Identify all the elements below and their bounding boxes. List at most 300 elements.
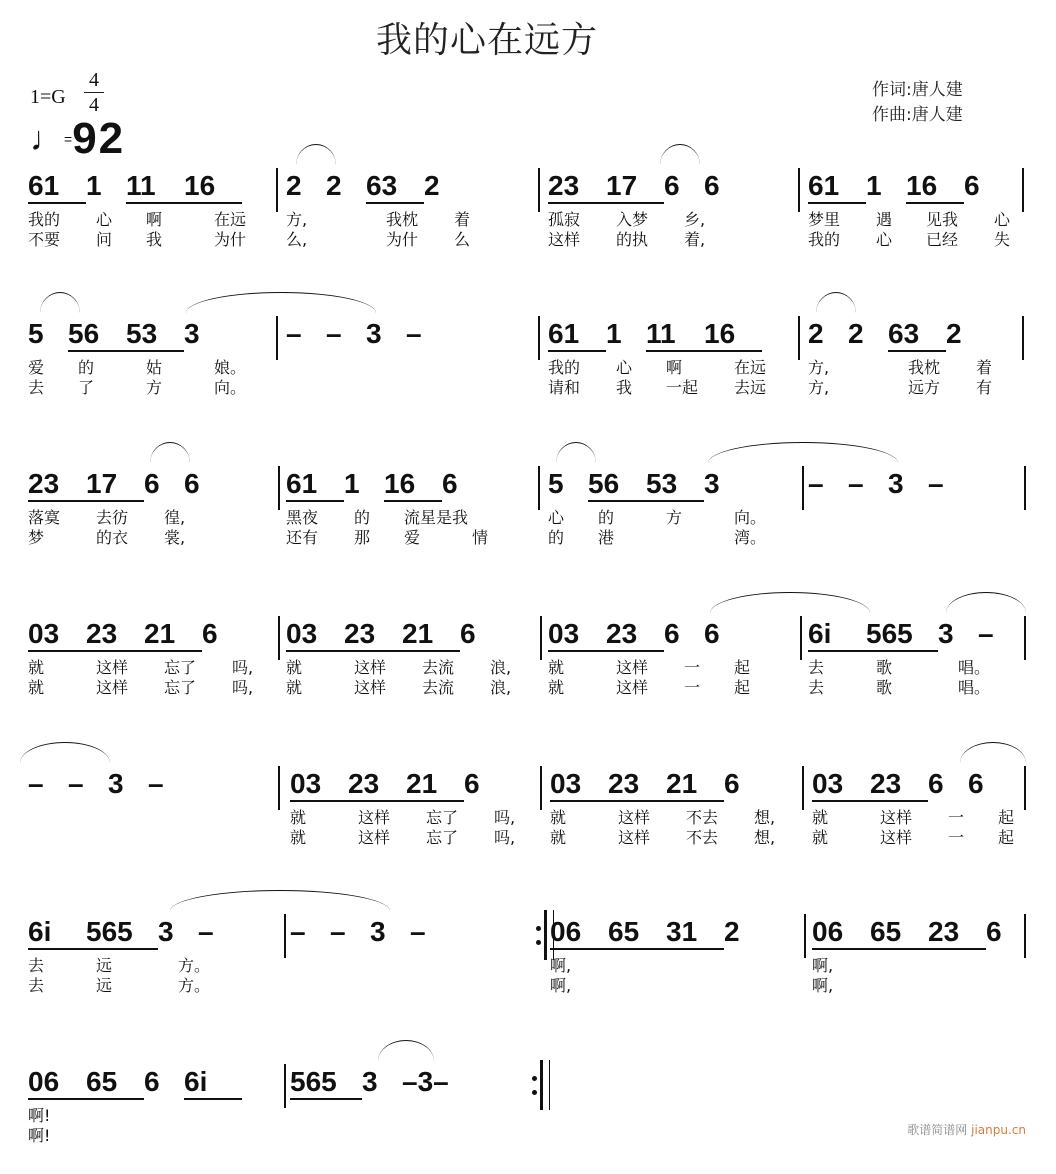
jianpu-note: 63 [366,168,424,204]
lyric-text: 遇 [876,210,893,229]
jianpu-note: 61 [28,168,86,204]
jianpu-note: – [286,318,302,349]
jianpu-note: 5 [28,318,44,349]
lyric-text: 这样 [616,658,649,677]
jianpu-note: 16 [704,316,762,352]
lyric-text: 啊 [666,358,683,377]
jianpu-note: 2 [424,170,440,201]
lyric-text: 孤寂 [548,210,581,229]
jianpu-note: 6 [928,768,944,799]
note-group [286,466,482,502]
barline [538,316,540,360]
lyric-text: 黑夜 [286,508,319,527]
song-title: 我的心在远方 [376,20,599,61]
jianpu-note: 6 [724,768,740,799]
barline [1022,168,1024,212]
lyric-text: 就 [290,808,307,827]
lyric-text: 就 [286,678,303,697]
jianpu-note: 1 [344,468,360,499]
jianpu-note: 11 [646,316,704,352]
lyric-text: 徨, [164,508,186,527]
lyric-text: 浪, [490,658,512,677]
lyric-text: 我 [146,230,163,249]
composer: 作曲:唐人建 [872,105,963,125]
jianpu-note: 6 [202,618,218,649]
jianpu-note: – [410,916,426,947]
lyric-text: 向。 [734,508,767,527]
lyric-text: 一 [684,678,701,697]
lyric-text: 么 [454,230,471,249]
lyric-text: 不去 [686,828,719,847]
lyric-text: 就 [812,808,829,827]
lyric-text: 方。 [178,976,211,995]
slur-arc [186,292,376,313]
jianpu-note: 6 [664,170,680,201]
lyric-text: 这样 [618,808,651,827]
lyric-text: 起 [998,828,1015,847]
jianpu-note: – [290,916,306,947]
jianpu-note: 31 [666,914,724,950]
jianpu-note: 21 [406,766,464,802]
barline [802,466,804,510]
lyric-text: 问 [96,230,113,249]
lyric-text: 啊! [28,1106,51,1125]
barline [798,168,800,212]
lyric-text: 想, [754,828,776,847]
score-line [0,756,1056,876]
jianpu-note: 56 [588,466,646,502]
lyric-text: 失 [994,230,1011,249]
jianpu-note: – [978,618,994,649]
lyric-text: 向。 [214,378,247,397]
credits [872,78,963,128]
lyric-text: 这样 [358,828,391,847]
lyric-text: 就 [550,828,567,847]
note-group [550,914,764,950]
lyric-text: 么, [286,230,308,249]
watermark-url: jianpu.cn [971,1123,1026,1137]
barline [802,766,804,810]
repeat-end-barline [540,1060,550,1110]
jianpu-note: 6 [964,170,980,201]
jianpu-note: 2 [286,170,302,201]
slur-arc [20,742,110,763]
lyric-text: 歌 [876,658,893,677]
barline [540,766,542,810]
jianpu-note: 06 [28,1064,86,1100]
lyric-text: 吗, [232,678,254,697]
jianpu-note: 21 [144,616,202,652]
repeat-dots [532,1060,538,1110]
jianpu-note: – [28,768,44,799]
note-group [28,168,242,204]
lyric-text: 啊! [28,1126,51,1145]
jianpu-note: 565 [866,616,938,652]
jianpu-note: 5 [548,468,564,499]
lyric-text: 唱。 [958,678,991,697]
barline [284,914,286,958]
lyric-text: 这样 [96,658,129,677]
note-group [286,316,446,352]
jianpu-note: 6i [184,1064,242,1100]
score-line [0,158,1056,278]
jianpu-note: 6 [704,170,720,201]
watermark [907,1121,1026,1138]
barline [800,616,802,660]
note-group [548,616,744,652]
barline [1024,914,1026,958]
note-group [28,766,188,802]
lyric-text: 就 [548,658,565,677]
lyric-text: 湾。 [734,528,767,547]
lyric-text: 乡, [684,210,706,229]
jianpu-note: 2 [724,916,740,947]
lyric-text: 爱 [404,528,421,547]
lyric-text: 远 [96,956,113,975]
lyric-text: 这样 [618,828,651,847]
jianpu-note: 3 [938,618,954,649]
lyric-text: 就 [550,808,567,827]
lyric-text: 去 [808,658,825,677]
jianpu-note: 6 [464,768,480,799]
jianpu-note: 16 [184,168,242,204]
lyric-text: 落寞 [28,508,61,527]
jianpu-note: 6 [704,618,720,649]
lyric-text: 裳, [164,528,186,547]
lyric-text: 去 [808,678,825,697]
repeat-dot [536,926,541,931]
note-group [286,616,500,652]
jianpu-note: 16 [906,168,964,204]
lyric-text: 那 [354,528,371,547]
jianpu-note: 23 [28,466,86,502]
lyric-text: 吗, [494,808,516,827]
jianpu-note: 21 [402,616,460,652]
lyric-text: 港 [598,528,615,547]
lyric-text: 我枕 [908,358,941,377]
note-group [28,466,224,502]
repeat-dots [536,910,542,960]
lyric-text: 方, [286,210,308,229]
jianpu-note: – [808,468,824,499]
barline [1022,316,1024,360]
lyric-text: 去流 [422,678,455,697]
barline [1024,616,1026,660]
note-group [290,766,504,802]
lyric-text: 这样 [616,678,649,697]
lyric-text: 着 [454,210,471,229]
lyric-text: 啊, [550,976,572,995]
lyric-text: 一 [948,808,965,827]
barline [278,766,280,810]
note-group [548,168,744,204]
jianpu-note: 53 [126,316,184,352]
slur-arc [946,592,1026,613]
lyric-text: 去 [28,956,45,975]
lyric-text: 的衣 [96,528,129,547]
jianpu-note: 03 [286,616,344,652]
jianpu-note: 23 [606,616,664,652]
lyric-text: 心 [96,210,113,229]
jianpu-note: 2 [946,318,962,349]
jianpu-note: 3 [704,468,720,499]
time-denominator: 4 [89,94,99,116]
jianpu-note: – [198,916,214,947]
lyric-text: 方, [808,358,830,377]
lyric-text: 这样 [548,230,581,249]
lyric-text: 忘了 [164,678,197,697]
barline [804,914,806,958]
lyric-text: 远方 [908,378,941,397]
tempo-bpm: 92 [72,114,126,163]
lyric-text: 就 [290,828,307,847]
jianpu-note: 61 [808,168,866,204]
lyric-text: 远 [96,976,113,995]
lyric-text: 的 [548,528,565,547]
jianpu-note: 16 [384,466,442,502]
barline [538,466,540,510]
jianpu-note: – [68,768,84,799]
lyric-text: 歌 [876,678,893,697]
slur-arc [708,442,898,463]
lyric-text: 就 [548,678,565,697]
lyric-text: 起 [734,678,751,697]
lyric-text: 心 [616,358,633,377]
jianpu-note: 3 [158,916,174,947]
jianpu-note: 1 [86,170,102,201]
jianpu-note: 6 [664,618,680,649]
jianpu-note: 65 [86,1064,144,1100]
jianpu-note: 3 [366,318,382,349]
lyric-text: 在远 [214,210,247,229]
jianpu-note: 2 [326,170,342,201]
note-group [290,1064,474,1100]
lyric-text: 有 [976,378,993,397]
lyric-text: 方。 [178,956,211,975]
repeat-start-barline [544,910,554,960]
note-group [812,766,1008,802]
barline [276,168,278,212]
jianpu-note: 23 [86,616,144,652]
lyric-text: 我的 [808,230,841,249]
jianpu-note: 17 [606,168,664,204]
jianpu-note: 03 [812,766,870,802]
time-divider [84,92,104,93]
note-group [28,914,238,950]
lyric-text: 的执 [616,230,649,249]
slur-arc [150,442,190,463]
barline [1024,766,1026,810]
barline [276,316,278,360]
slur-arc [710,592,870,613]
lyric-text: 不要 [28,230,61,249]
slur-arc [660,144,700,165]
jianpu-note: 6 [144,1066,160,1097]
lyric-text: 唱。 [958,658,991,677]
lyric-text: 浪, [490,678,512,697]
lyric-text: 爱 [28,358,45,377]
watermark-site: 歌谱简谱网 [907,1123,968,1137]
barline [284,1064,286,1108]
jianpu-note: 03 [550,766,608,802]
jianpu-note: 06 [550,914,608,950]
jianpu-note: 23 [548,168,606,204]
jianpu-note: 03 [290,766,348,802]
jianpu-note: – [406,318,422,349]
lyric-text: 起 [734,658,751,677]
jianpu-note: 6 [184,468,200,499]
lyric-text: 已经 [926,230,959,249]
lyric-text: 还有 [286,528,319,547]
lyric-text: 就 [812,828,829,847]
lyric-text: 去流 [422,658,455,677]
note-group [28,1064,242,1100]
lyric-text: 着, [684,230,706,249]
jianpu-note: 06 [812,914,870,950]
note-group [28,616,242,652]
lyric-text: 方, [808,378,830,397]
jianpu-note: 11 [126,168,184,204]
slur-arc [378,1040,434,1061]
lyric-text: 这样 [880,808,913,827]
note-group [290,914,450,950]
score-line [0,606,1056,726]
note-group [548,466,744,502]
jianpu-note: 6i [28,914,86,950]
note-group [286,168,464,204]
jianpu-note: 3 [362,1066,378,1097]
jianpu-note: 03 [548,616,606,652]
jianpu-note: 17 [86,466,144,502]
quarter-note-icon: ♩ [30,120,64,158]
lyric-text: 这样 [96,678,129,697]
jianpu-note: 23 [344,616,402,652]
lyric-text: 就 [286,658,303,677]
jianpu-note: – [330,916,346,947]
lyric-text: 的 [598,508,615,527]
slur-arc [816,292,856,313]
lyric-text: 这样 [880,828,913,847]
lyric-text: 在远 [734,358,767,377]
lyric-text: 啊, [812,976,834,995]
lyric-text: 流星是我 [404,508,469,527]
jianpu-note: 56 [68,316,126,352]
lyric-text: 就 [28,678,45,697]
score-line [0,306,1056,426]
jianpu-note: – [848,468,864,499]
lyric-text: 心 [548,508,565,527]
note-group [812,914,1026,950]
barline [278,466,280,510]
lyric-text: 方 [146,378,163,397]
lyric-text: 不去 [686,808,719,827]
lyric-text: 吗, [494,828,516,847]
time-signature [84,70,104,115]
jianpu-note: 23 [608,766,666,802]
lyric-text: 方 [666,508,683,527]
lyric-text: 梦里 [808,210,841,229]
jianpu-note: 2 [808,318,824,349]
lyric-text: 我 [616,378,633,397]
jianpu-note: 3 [888,468,904,499]
lyric-text: 为什 [386,230,419,249]
jianpu-note: – [928,468,944,499]
lyric-text: 就 [28,658,45,677]
jianpu-note: 565 [290,1064,362,1100]
lyric-text: 情 [472,528,489,547]
lyric-text: 的 [354,508,371,527]
lyric-text: 起 [998,808,1015,827]
note-group [808,616,1018,652]
jianpu-note: 61 [286,466,344,502]
jianpu-note: 63 [888,316,946,352]
tempo-equals: = [64,131,73,147]
jianpu-note: – [148,768,164,799]
lyric-text: 这样 [354,658,387,677]
lyric-text: 想, [754,808,776,827]
lyric-text: 请和 [548,378,581,397]
note-group [28,316,224,352]
lyric-text: 入梦 [616,210,649,229]
jianpu-note: –3– [402,1066,449,1097]
barline [798,316,800,360]
jianpu-note: 65 [870,914,928,950]
jianpu-note: 565 [86,914,158,950]
lyric-text: 忘了 [426,828,459,847]
lyric-text: 我的 [548,358,581,377]
key-signature: 1=G [30,86,66,108]
note-group [808,316,986,352]
lyric-text: 为什 [214,230,247,249]
score-line [0,456,1056,576]
slur-arc [960,742,1026,763]
slur-arc [40,292,80,313]
note-group [808,466,968,502]
lyric-text: 娘。 [214,358,247,377]
lyric-text: 去 [28,378,45,397]
lyric-text: 去 [28,976,45,995]
slur-arc [556,442,596,463]
lyric-text: 姑 [146,358,163,377]
score-line [0,1054,1056,1174]
repeat-dot [532,1090,537,1095]
lyric-text: 的 [78,358,95,377]
lyric-text: 啊 [146,210,163,229]
jianpu-note: 2 [848,318,864,349]
jianpu-note: 65 [608,914,666,950]
lyric-text: 我枕 [386,210,419,229]
lyric-text: 一 [948,828,965,847]
lyric-text: 一起 [666,378,699,397]
repeat-dot [536,940,541,945]
lyric-text: 梦 [28,528,45,547]
jianpu-note: 3 [108,768,124,799]
jianpu-note: 61 [548,316,606,352]
jianpu-note: 6 [144,468,160,499]
jianpu-note: 1 [866,170,882,201]
barline [1024,466,1026,510]
repeat-dot [532,1076,537,1081]
score-line [0,904,1056,1024]
jianpu-note: 03 [28,616,86,652]
jianpu-note: 6i [808,616,866,652]
jianpu-note: 23 [870,766,928,802]
jianpu-note: 6 [442,468,458,499]
lyric-text: 我的 [28,210,61,229]
lyric-text: 啊, [550,956,572,975]
jianpu-note: – [326,318,342,349]
lyric-text: 忘了 [164,658,197,677]
